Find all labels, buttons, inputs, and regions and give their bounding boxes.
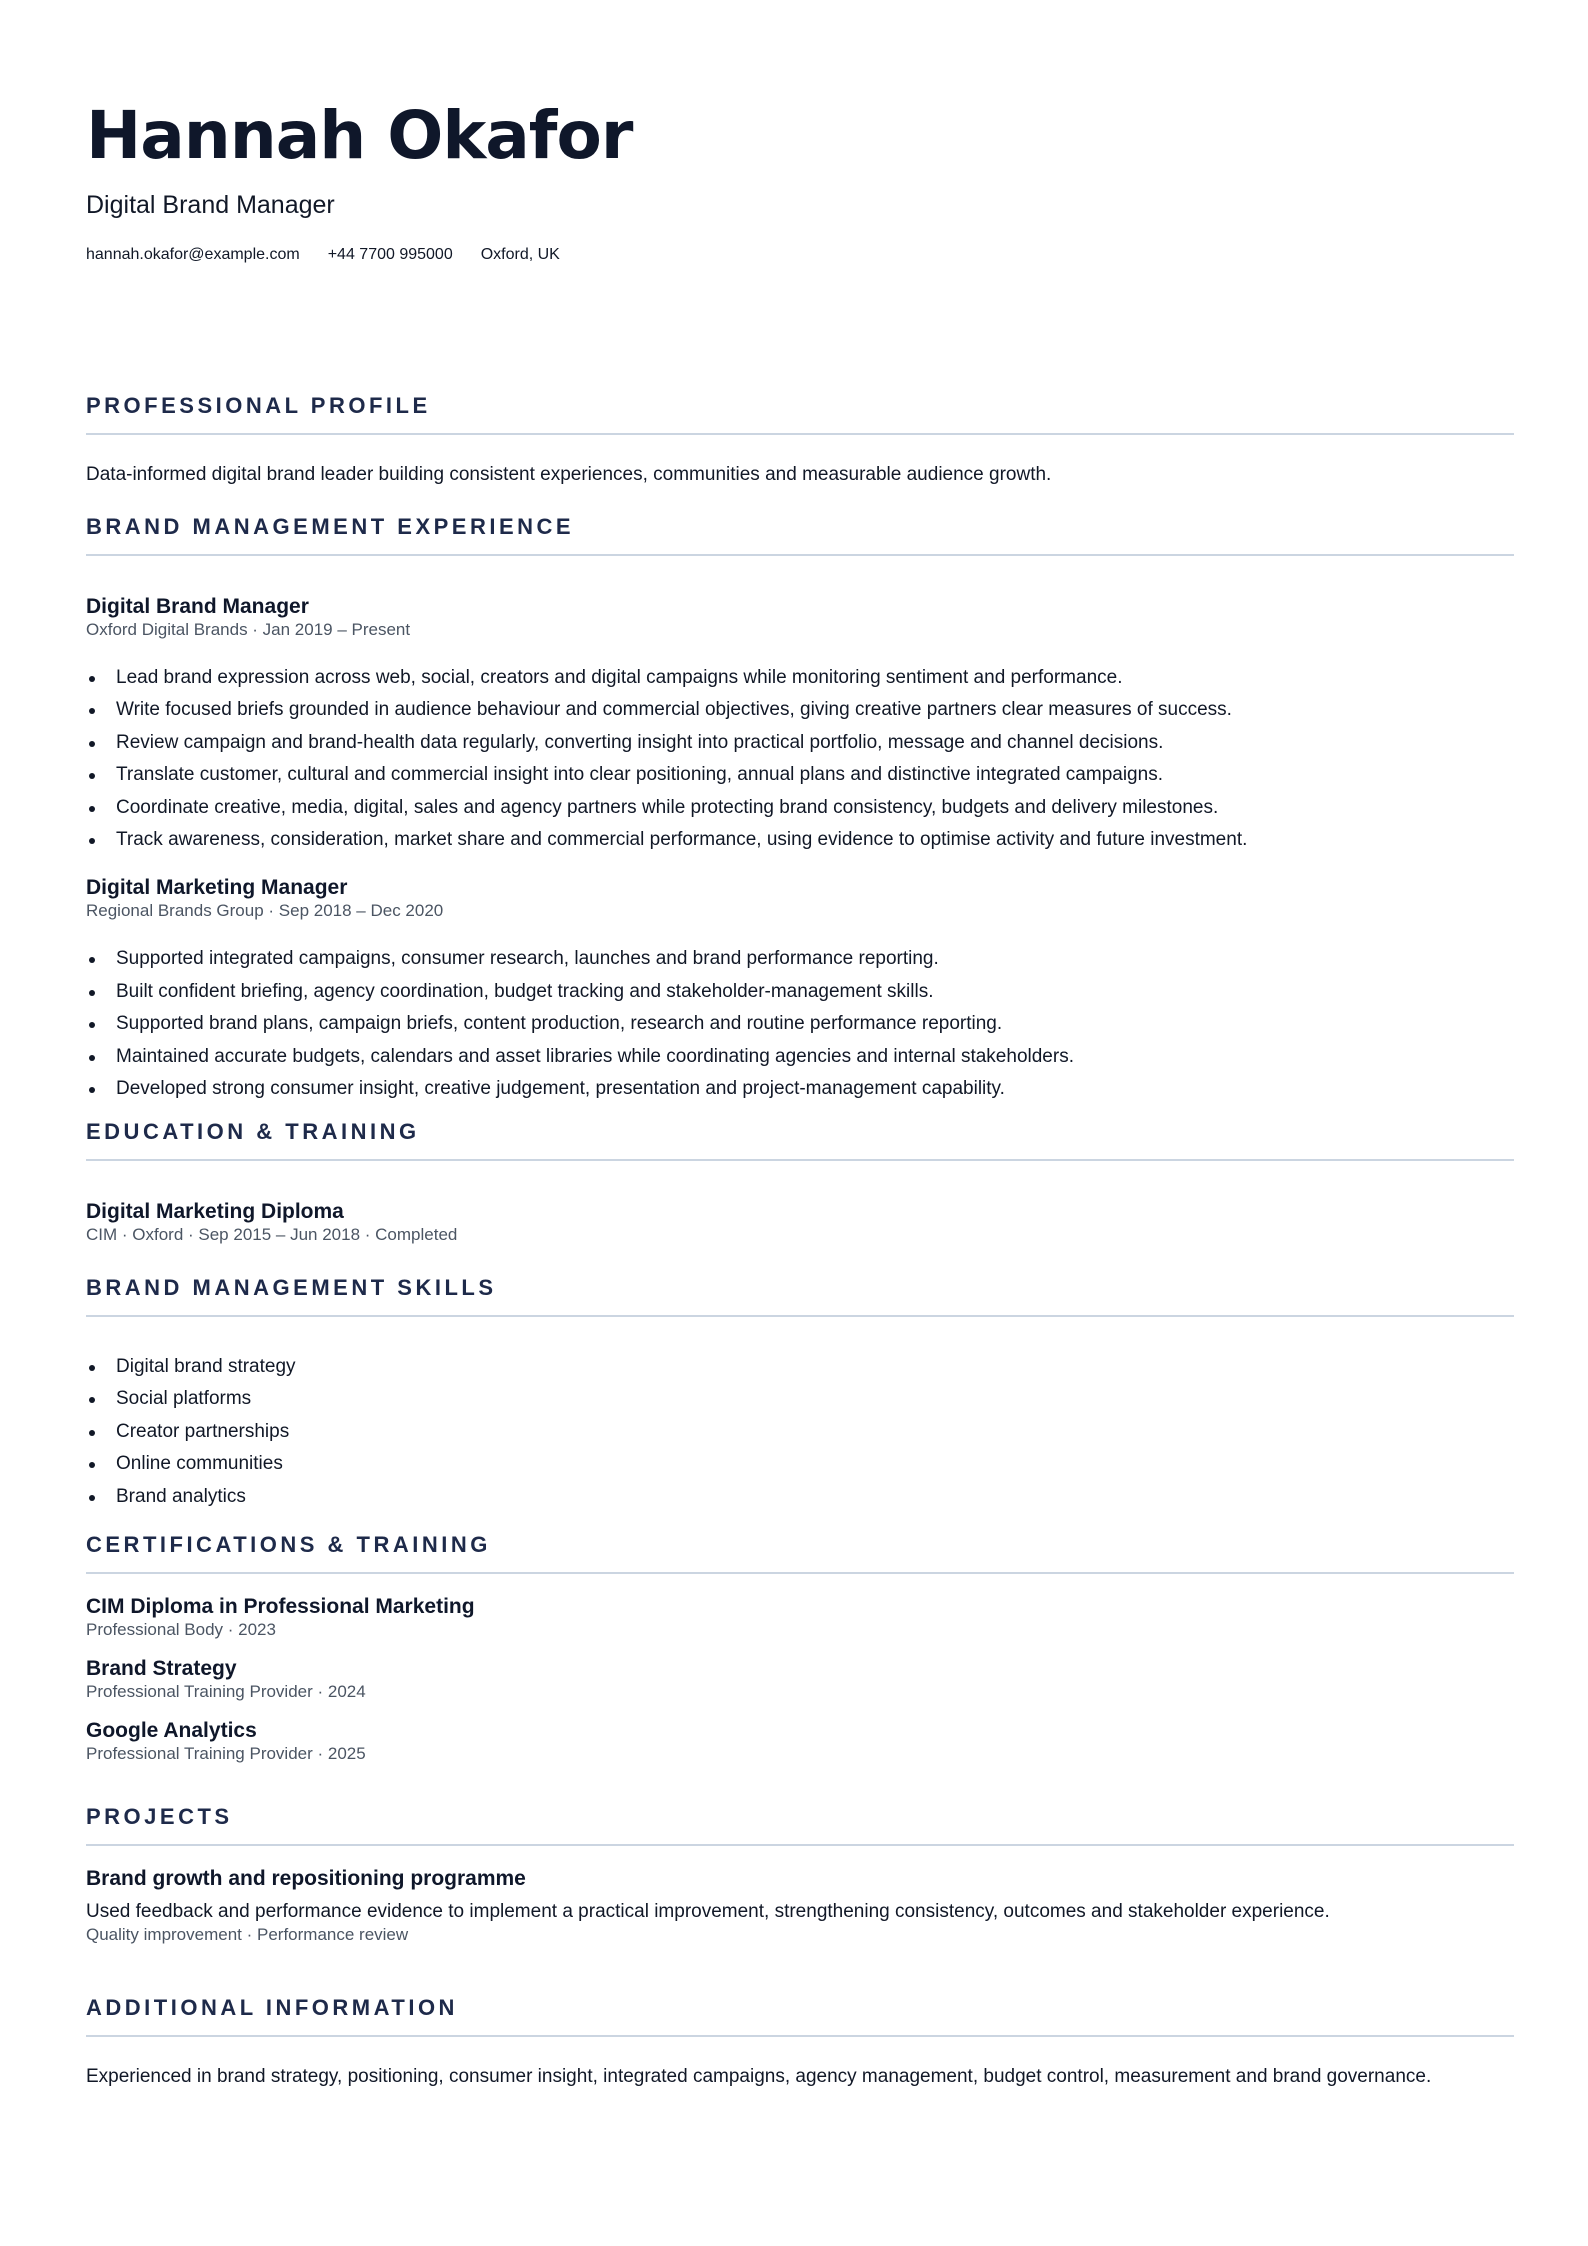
section-divider xyxy=(86,1844,1514,1846)
job-meta: Oxford Digital Brands · Jan 2019 – Present xyxy=(86,620,411,639)
project-title: Brand growth and repositioning programme xyxy=(86,1867,526,1890)
job-bullets xyxy=(86,662,1514,856)
job-title: Digital Marketing Manager xyxy=(86,876,348,900)
list-item: Online communities xyxy=(86,1448,1514,1480)
section-education xyxy=(86,1117,1514,1245)
education-title: Digital Marketing Diploma xyxy=(86,1200,344,1223)
section-divider xyxy=(86,1315,1514,1317)
list-item: Track awareness, consideration, market share and commercial performance, using evidence to optimise activity and future investment. xyxy=(86,824,1514,856)
certification-title: Brand Strategy xyxy=(86,1657,237,1680)
contact-email[interactable]: hannah.okafor@example.com xyxy=(86,246,300,263)
project-tags: Quality improvement · Performance review xyxy=(86,1925,409,1944)
section-divider xyxy=(86,1159,1514,1161)
list-item: Social platforms xyxy=(86,1383,1514,1415)
contact-phone[interactable]: +44 7700 995000 xyxy=(327,246,453,263)
section-divider xyxy=(86,2035,1514,2037)
list-item: Lead brand expression across web, social, creators and digital campaigns while monitoring sentiment and performance. xyxy=(86,662,1514,694)
section-divider xyxy=(86,1572,1514,1574)
job-title: Digital Brand Manager xyxy=(86,595,309,618)
section-heading: CERTIFICATIONS & TRAINING xyxy=(86,1532,491,1557)
section-heading: BRAND MANAGEMENT SKILLS xyxy=(86,1275,497,1300)
certification-entry xyxy=(86,1593,1514,1640)
list-item: Supported brand plans, campaign briefs, content production, research and routine performance reporting. xyxy=(86,1008,1514,1040)
project-entry xyxy=(86,1865,1514,1945)
section-certifications xyxy=(86,1530,1514,1764)
education-meta: CIM · Oxford · Sep 2015 – Jun 2018 · Completed xyxy=(86,1225,458,1244)
section-heading: PROFESSIONAL PROFILE xyxy=(86,393,431,418)
candidate-name: Hannah Okafor xyxy=(86,97,633,174)
list-item: Digital brand strategy xyxy=(86,1351,1514,1383)
section-projects xyxy=(86,1802,1514,1945)
section-heading: BRAND MANAGEMENT EXPERIENCE xyxy=(86,514,575,539)
certification-meta: Professional Training Provider · 2024 xyxy=(86,1682,366,1701)
contact-line xyxy=(86,244,560,266)
list-item: Review campaign and brand-health data regularly, converting insight into practical portfolio, message and channel decisions. xyxy=(86,727,1514,759)
job-meta: Regional Brands Group · Sep 2018 – Dec 2020 xyxy=(86,901,444,921)
certification-meta: Professional Training Provider · 2025 xyxy=(86,1744,366,1763)
section-heading: PROJECTS xyxy=(86,1804,233,1829)
list-item: Brand analytics xyxy=(86,1481,1514,1513)
list-item: Creator partnerships xyxy=(86,1416,1514,1448)
section-heading: ADDITIONAL INFORMATION xyxy=(86,1995,458,2020)
additional-text: Experienced in brand strategy, positioning, consumer insight, integrated campaigns, agency management, budget control, measurement and brand governance. xyxy=(86,2066,1432,2087)
list-item: Translate customer, cultural and commercial insight into clear positioning, annual plans and distinctive integrated campaigns. xyxy=(86,759,1514,791)
profile-summary: Data-informed digital brand leader building consistent experiences, communities and measurable audience growth. xyxy=(86,464,1052,485)
certification-title: Google Analytics xyxy=(86,1719,257,1742)
education-entry xyxy=(86,1198,1514,1245)
project-description: Used feedback and performance evidence to implement a practical improvement, strengthening consistency, outcomes and stakeholder experience. xyxy=(86,1901,1330,1922)
contact-location: Oxford, UK xyxy=(480,246,560,263)
section-skills xyxy=(86,1273,1514,1513)
job-entry xyxy=(86,593,1514,856)
skills-list xyxy=(86,1351,1514,1513)
job-entry xyxy=(86,874,1514,1105)
section-divider xyxy=(86,433,1514,435)
list-item: Supported integrated campaigns, consumer research, launches and brand performance reporting. xyxy=(86,943,1514,975)
list-item: Built confident briefing, agency coordination, budget tracking and stakeholder-management skills. xyxy=(86,976,1514,1008)
list-item: Maintained accurate budgets, calendars and asset libraries while coordinating agencies and internal stakeholders. xyxy=(86,1041,1514,1073)
list-item: Write focused briefs grounded in audience behaviour and commercial objectives, giving creative partners clear measures of success. xyxy=(86,694,1514,726)
section-divider xyxy=(86,554,1514,556)
section-heading: EDUCATION & TRAINING xyxy=(86,1119,420,1144)
job-bullets xyxy=(86,943,1514,1105)
list-item: Coordinate creative, media, digital, sales and agency partners while protecting brand consistency, budgets and delivery milestones. xyxy=(86,792,1514,824)
section-additional xyxy=(86,1993,1514,2090)
candidate-title: Digital Brand Manager xyxy=(86,191,335,219)
list-item: Developed strong consumer insight, creative judgement, presentation and project-management capability. xyxy=(86,1073,1514,1105)
certification-entry xyxy=(86,1717,1514,1764)
certification-title: CIM Diploma in Professional Marketing xyxy=(86,1595,475,1618)
certification-entry xyxy=(86,1655,1514,1702)
section-experience xyxy=(86,512,1514,1105)
section-profile xyxy=(86,391,1514,488)
certification-meta: Professional Body · 2023 xyxy=(86,1620,276,1639)
